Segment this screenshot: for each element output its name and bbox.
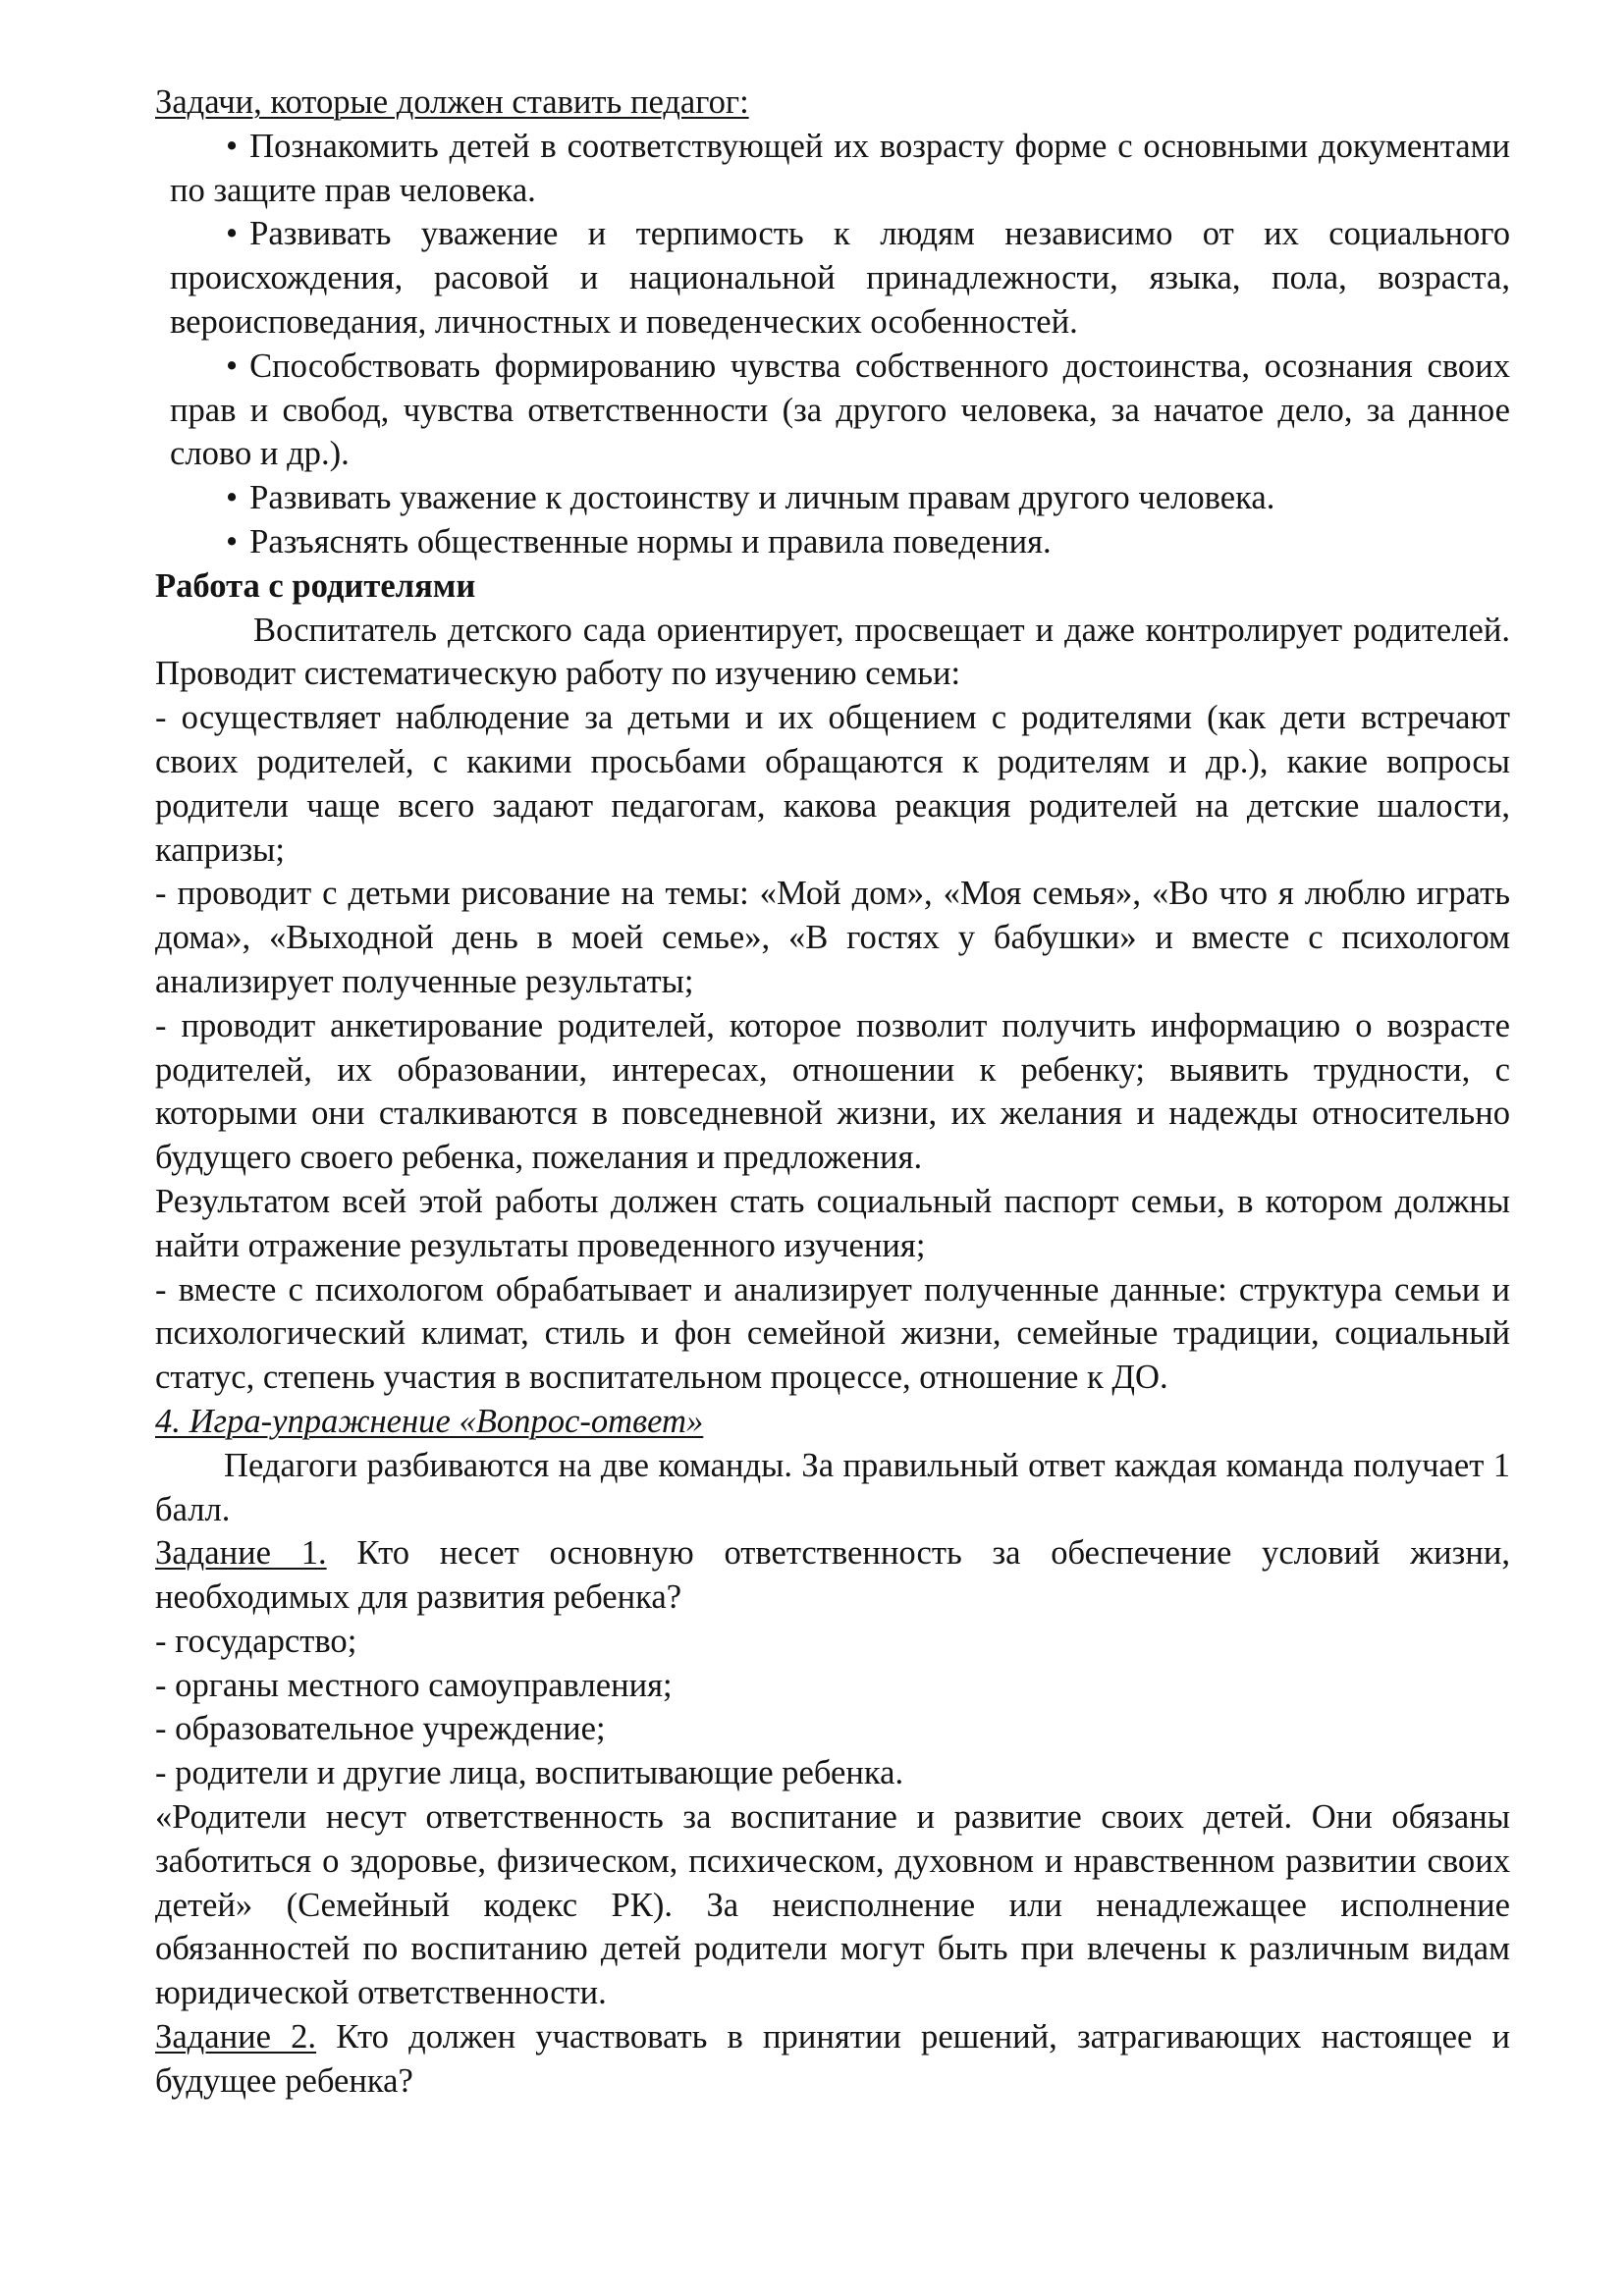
game-intro: Педагоги разбиваются на две команды. За правильный ответ каждая команда получает 1 балл. bbox=[155, 1446, 1510, 1528]
bullet-icon: • bbox=[226, 127, 239, 165]
parents-intro: Воспитатель детского сада ориентирует, просвещает и даже контролирует родителей. Проводит систематическую работу по изучению семьи: bbox=[155, 611, 1510, 693]
task-item bbox=[155, 345, 1510, 476]
bullet-icon: • bbox=[226, 215, 239, 253]
task-item-text: Познакомить детей в соответствующей их возрасту форме с основными документами по защите прав человека. bbox=[170, 127, 1510, 209]
task1-option: - государство; bbox=[155, 1622, 357, 1660]
tasks-heading bbox=[155, 80, 1510, 125]
task2-question-text: Кто должен участвовать в принятии решений, затрагивающих настоящее и будущее ребенка? bbox=[155, 2018, 1511, 2100]
task1-label: Задание 1. bbox=[155, 1534, 327, 1573]
parents-item: - осуществляет наблюдение за детьми и их общением с родителями (как дети встречают своих родителей, с какими просьбами обращаются к родителям и др.), какие вопросы родители чаще всего задают педагогам, какова реакция родителей на детские шалости, капризы; bbox=[155, 699, 1510, 869]
bullet-icon: • bbox=[226, 522, 239, 561]
parents-final: - вместе с психологом обрабатывает и анализирует полученные данные: структура семьи и психологический климат, стиль и фон семейной жизни, семейные традиции, социальный статус, степень участия в воспитательном процессе, отношение к ДО. bbox=[155, 1270, 1510, 1397]
tasks-heading-text: Задачи, которые должен ставить педагог: bbox=[155, 83, 749, 121]
task-item bbox=[155, 476, 1510, 520]
tasks-list bbox=[155, 125, 1510, 564]
task-item-text: Развивать уважение и терпимость к людям независимо от их социального происхождения, расовой и национальной принадлежности, языка, пола, возраста, вероисповедания, личностных и поведенческих особенностей. bbox=[170, 215, 1510, 341]
task-item bbox=[155, 212, 1510, 344]
task2-label: Задание 2. bbox=[155, 2018, 317, 2056]
task1-answer: «Родители несут ответственность за воспитание и развитие своих детей. Они обязаны заботиться о здоровье, физическом, психическом, духовном и нравственном развитии своих детей» (Семейный кодекс РК). За неисполнение или ненадлежащее исполнение обязанностей по воспитанию детей родители могут быть при влечены к различным видам юридической ответственности. bbox=[155, 1798, 1510, 2012]
task1-question bbox=[155, 1531, 1510, 1620]
task-item bbox=[155, 125, 1510, 213]
task1-option: - органы местного самоуправления; bbox=[155, 1666, 673, 1704]
task-item-text: Развивать уважение к достоинству и личным правам другого человека. bbox=[249, 479, 1275, 517]
parents-heading: Работа с родителями bbox=[155, 566, 476, 605]
parents-item: - проводит с детьми рисование на темы: «Мой дом», «Моя семья», «Во что я люблю играть дома», «Выходной день в моей семье», «В гостях у бабушки» и вместе с психологом анализирует полученные результаты; bbox=[155, 875, 1510, 1000]
task1-question-text: Кто несет основную ответственность за обеспечение условий жизни, необходимых для развития ребенка? bbox=[155, 1534, 1510, 1617]
parents-item: - проводит анкетирование родителей, которое позволит получить информацию о возрасте родителей, их образовании, интересах, отношении к ребенку; выявить трудности, с которыми они сталкиваются в повседневной жизни, их желания и надежды относительно будущего своего ребенка, пожелания и предложения. bbox=[155, 1006, 1510, 1177]
task-item-text: Способствовать формированию чувства собственного достоинства, осознания своих прав и свобод, чувства ответственности (за другого человека, за начатое дело, за данное слово и др.). bbox=[170, 347, 1510, 473]
task1-option: - образовательное учреждение; bbox=[155, 1710, 606, 1748]
bullet-icon: • bbox=[226, 479, 239, 517]
parents-result: Результатом всей этой работы должен стать социальный паспорт семьи, в котором должны найти отражение результаты проведенного изучения; bbox=[155, 1182, 1510, 1264]
task2-question bbox=[155, 2015, 1510, 2104]
bullet-icon: • bbox=[226, 347, 239, 385]
task-item-text: Разъяснять общественные нормы и правила поведения. bbox=[249, 522, 1052, 561]
game-heading-text: 4. Игра-упражнение «Вопрос-ответ» bbox=[155, 1402, 704, 1440]
task-item bbox=[155, 520, 1510, 564]
task1-option: - родители и другие лица, воспитывающие ребенка. bbox=[155, 1754, 904, 1792]
game-heading bbox=[155, 1400, 1510, 1444]
document-page bbox=[155, 80, 1510, 2104]
